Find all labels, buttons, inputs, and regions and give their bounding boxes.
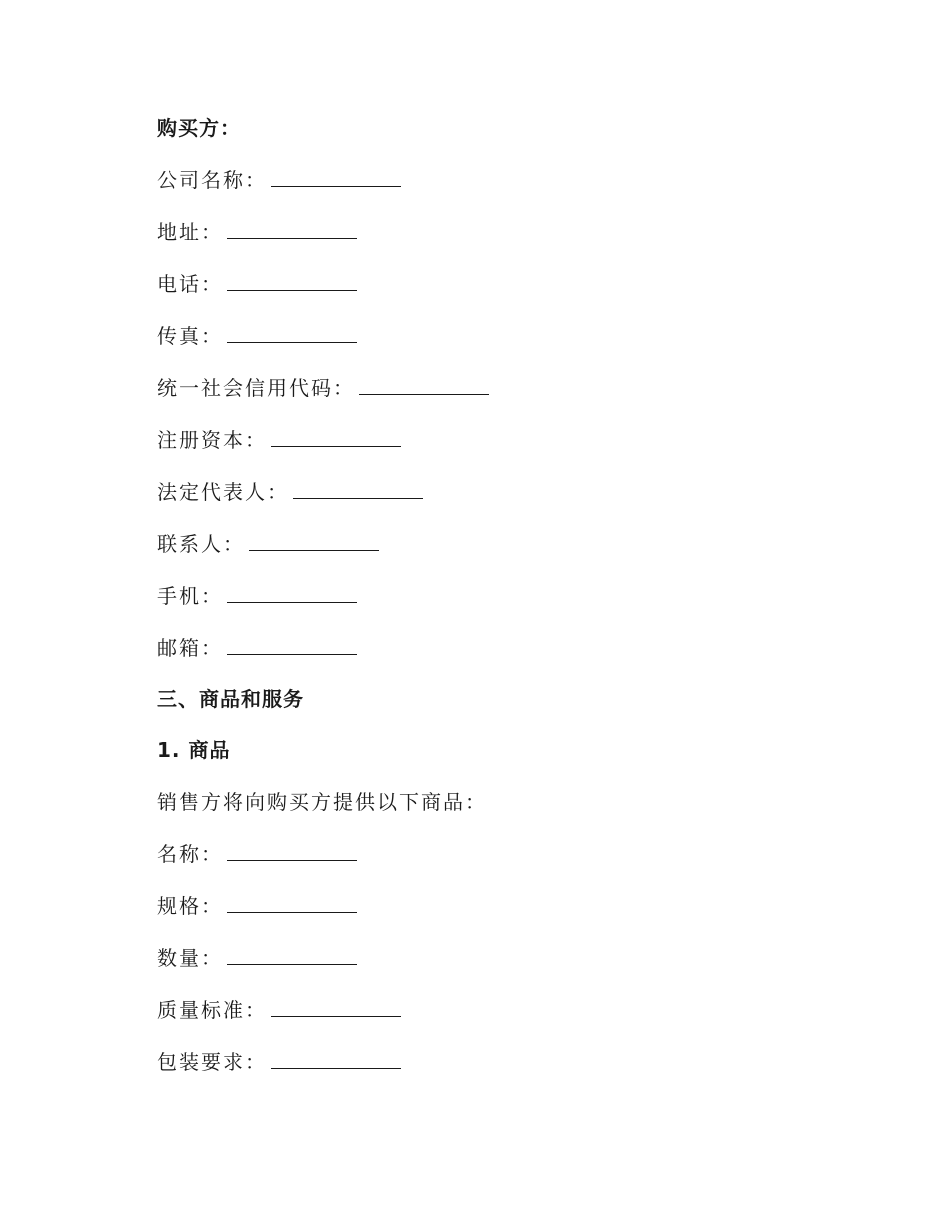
fill-in-blank: [227, 634, 357, 655]
fill-in-blank: [271, 426, 401, 447]
field-label: 电话：: [157, 272, 223, 296]
fill-in-blank: [271, 166, 401, 187]
field-label: 联系人：: [157, 532, 245, 556]
field-label: 规格：: [157, 894, 223, 918]
fill-in-blank: [227, 218, 357, 239]
goods-name-field: [157, 840, 357, 868]
field-label: 数量：: [157, 946, 223, 970]
field-label: 邮箱：: [157, 636, 223, 660]
goods-quantity-field: [157, 944, 357, 972]
fill-in-blank: [227, 892, 357, 913]
field-label: 地址：: [157, 220, 223, 244]
buyer-company-name-field: [157, 166, 401, 194]
buyer-contact-person-field: [157, 530, 379, 558]
goods-quality-standard-field: [157, 996, 401, 1024]
buyer-heading: 购买方：: [157, 116, 241, 140]
field-label: 法定代表人：: [157, 480, 289, 504]
field-label: 统一社会信用代码：: [157, 376, 355, 400]
field-label: 公司名称：: [157, 168, 267, 192]
fill-in-blank: [227, 270, 357, 291]
buyer-registered-capital-field: [157, 426, 401, 454]
buyer-fax-field: [157, 322, 357, 350]
field-label: 名称：: [157, 842, 223, 866]
subsection-1-heading: 1. 商品: [157, 738, 231, 762]
field-label: 手机：: [157, 584, 223, 608]
fill-in-blank: [227, 840, 357, 861]
section-3-heading: 三、商品和服务: [157, 687, 304, 711]
buyer-email-field: [157, 634, 357, 662]
field-label: 质量标准：: [157, 998, 267, 1022]
fill-in-blank: [359, 374, 489, 395]
field-label: 包装要求：: [157, 1050, 267, 1074]
fill-in-blank: [271, 996, 401, 1017]
fill-in-blank: [227, 322, 357, 343]
buyer-legal-representative-field: [157, 478, 423, 506]
fill-in-blank: [227, 944, 357, 965]
fill-in-blank: [249, 530, 379, 551]
buyer-address-field: [157, 218, 357, 246]
fill-in-blank: [227, 582, 357, 603]
fill-in-blank: [293, 478, 423, 499]
goods-packaging-field: [157, 1048, 401, 1076]
fill-in-blank: [271, 1048, 401, 1069]
goods-intro-text: 销售方将向购买方提供以下商品：: [157, 790, 487, 814]
buyer-credit-code-field: [157, 374, 489, 402]
field-label: 注册资本：: [157, 428, 267, 452]
field-label: 传真：: [157, 324, 223, 348]
buyer-mobile-field: [157, 582, 357, 610]
goods-spec-field: [157, 892, 357, 920]
buyer-phone-field: [157, 270, 357, 298]
